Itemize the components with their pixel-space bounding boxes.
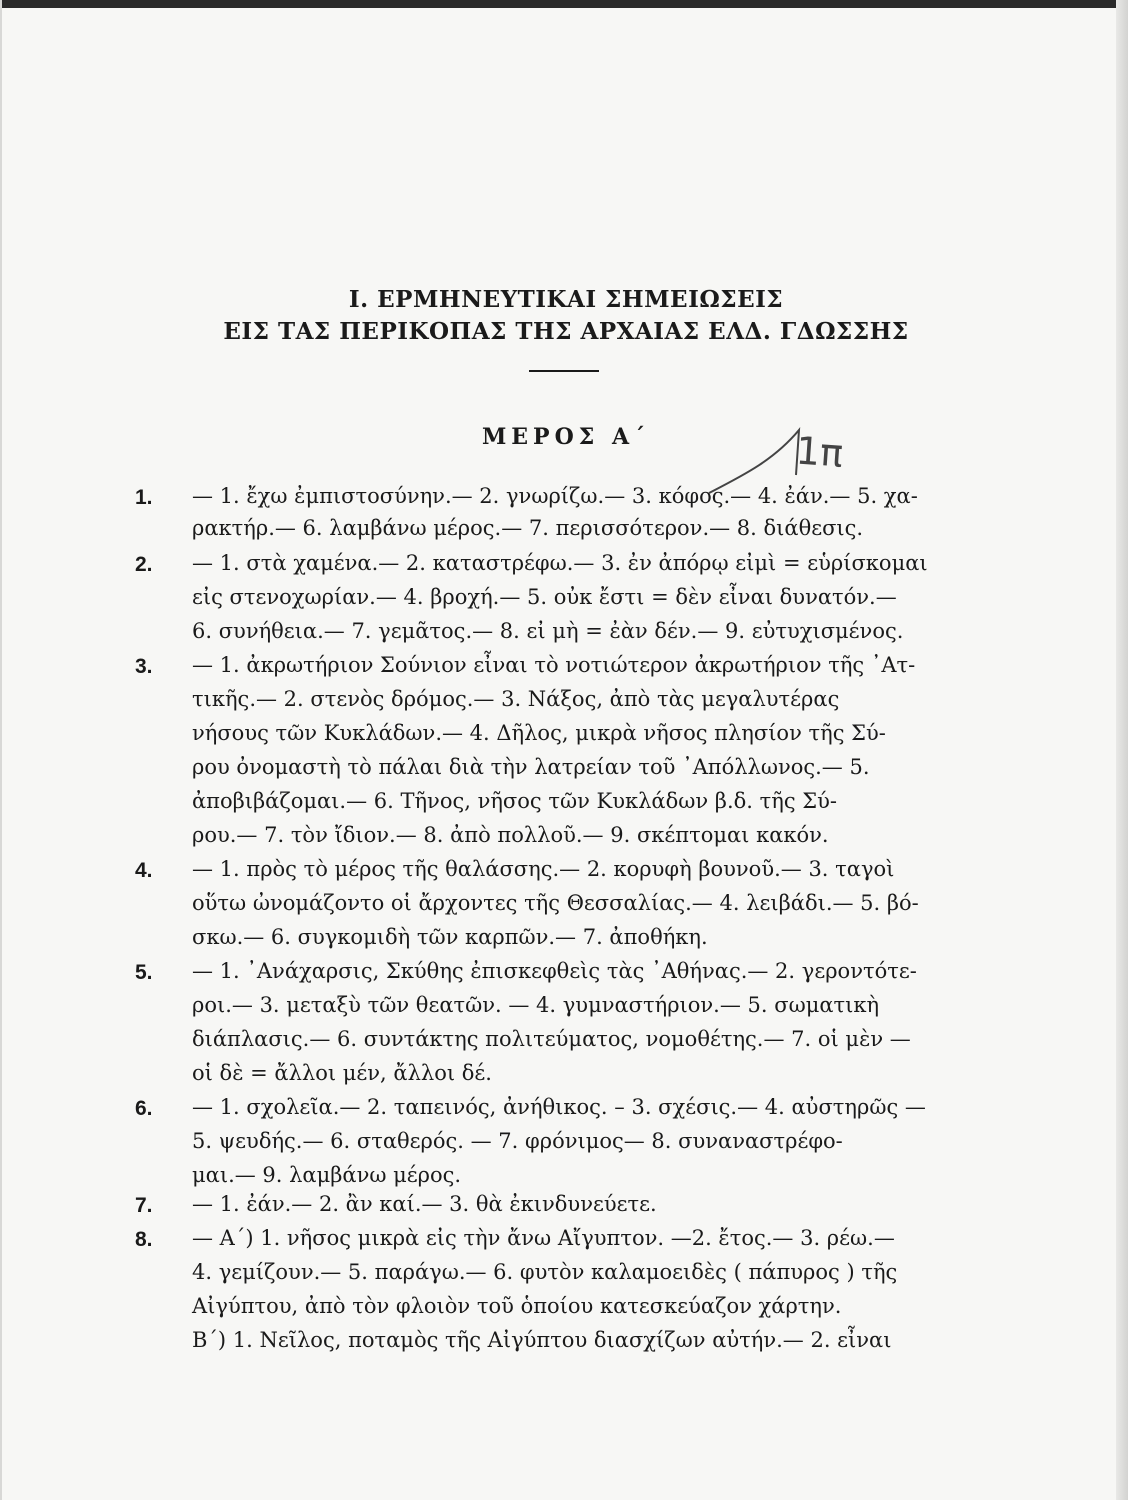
- page-right-edge: [1116, 0, 1128, 1500]
- entry-line: οἱ δὲ = ἄλλοι μέν, ἄλλοι δέ.: [192, 1061, 492, 1085]
- handwritten-note: 1π: [794, 428, 845, 476]
- page-top-edge: [2, 0, 1128, 8]
- entry-line: ρακτήρ.— 6. λαμβάνω μέρος.— 7. περισσότερον.— 8. διάθεσις.: [192, 516, 864, 540]
- entry-line: σκω.— 6. συγκομιδὴ τῶν καρπῶν.— 7. ἀποθήκη.: [192, 925, 708, 949]
- entry-line: Β΄) 1. Νεῖλος, ποταμὸς τῆς Αἰγύπτου διασχίζων αὐτήν.— 2. εἶναι: [192, 1328, 892, 1352]
- heading-divider: [529, 370, 599, 372]
- entry-number: 4.: [135, 859, 153, 882]
- entry-line: μαι.— 9. λαμβάνω μέρος.: [192, 1163, 462, 1187]
- entry-line: — 1. πρὸς τὸ μέρος τῆς θαλάσσης.— 2. κορυφὴ βουνοῦ.— 3. ταγοὶ: [192, 857, 895, 881]
- entry-line: — 1. ἔχω ἐμπιστοσύνην.— 2. γνωρίζω.— 3. κόφος.— 4. ἐάν.— 5. χα-: [192, 484, 918, 508]
- entry-number: 7.: [135, 1194, 153, 1217]
- entry-number: 8.: [135, 1228, 153, 1251]
- entry-line: — 1. ᾿Ανάχαρσις, Σκύθης ἐπισκεφθεὶς τὰς ᾿Αθήνας.— 2. γεροντότε-: [192, 959, 917, 983]
- entry-line: — 1. ἐάν.— 2. ἂν καί.— 3. θὰ ἐκινδυνεύετε.: [192, 1192, 657, 1216]
- entry-line: — 1. στὰ χαμένα.— 2. καταστρέφω.— 3. ἐν ἀπόρῳ εἰμὶ = εὑρίσκομαι: [192, 551, 928, 575]
- entry-line: οὕτω ὠνομάζοντο οἱ ἄρχοντες τῆς Θεσσαλίας.— 4. λειβάδι.— 5. βό-: [192, 891, 919, 915]
- entry-line: 5. ψευδής.— 6. σταθερός. — 7. φρόνιμος— 8. συναναστρέφο-: [192, 1129, 843, 1153]
- entry-line: ρου ὀνομαστὴ τὸ πάλαι διὰ τὴν λατρείαν τοῦ ᾿Απόλλωνος.— 5.: [192, 755, 870, 779]
- heading-line-1: I. ΕΡΜΗΝΕΥΤΙΚΑΙ ΣΗΜΕΙΩΣΕΙΣ: [348, 286, 784, 313]
- entry-line: ρου.— 7. τὸν ἴδιον.— 8. ἀπὸ πολλοῦ.— 9. σκέπτομαι κακόν.: [192, 823, 829, 847]
- entry-line: Αἰγύπτου, ἀπὸ τὸν φλοιὸν τοῦ ὁποίου κατεσκεύαζον χάρτην.: [192, 1294, 842, 1318]
- entry-number: 3.: [135, 655, 153, 678]
- entry-line: ροι.— 3. μεταξὺ τῶν θεατῶν. — 4. γυμναστήριον.— 5. σωματικὴ: [192, 993, 880, 1017]
- entry-number: 1.: [135, 486, 153, 509]
- entry-line: 4. γεμίζουν.— 5. παράγω.— 6. φυτὸν καλαμοειδὲς ( πάπυρος ) τῆς: [192, 1260, 898, 1284]
- entry-line: — 1. σχολεῖα.— 2. ταπεινός, ἀνήθικος. – 3. σχέσις.— 4. αὐστηρῶς —: [192, 1095, 926, 1119]
- entry-number: 2.: [135, 553, 153, 576]
- entry-number: 6.: [135, 1097, 153, 1120]
- entry-line: ἀποβιβάζομαι.— 6. Τῆνος, νῆσος τῶν Κυκλάδων β.δ. τῆς Σύ-: [192, 789, 837, 813]
- entry-line: διάπλασις.— 6. συντάκτης πολιτεύματος, νομοθέτης.— 7. οἱ μὲν —: [192, 1027, 911, 1051]
- entry-line: — Α΄) 1. νῆσος μικρὰ εἰς τὴν ἄνω Αἴγυπτον. —2. ἔτος.— 3. ρέω.—: [192, 1226, 895, 1250]
- entry-line: νήσους τῶν Κυκλάδων.— 4. Δῆλος, μικρὰ νῆσος πλησίον τῆς Σύ-: [192, 721, 886, 745]
- entry-line: εἰς στενοχωρίαν.— 4. βροχή.— 5. οὐκ ἔστι = δὲν εἶναι δυνατόν.—: [192, 585, 897, 609]
- section-title: ΜΕΡΟΣ Α΄: [481, 424, 651, 450]
- entry-number: 5.: [135, 961, 153, 984]
- entry-line: 6. συνήθεια.— 7. γεμᾶτος.— 8. εἰ μὴ = ἐὰν δέν.— 9. εὐτυχισμένος.: [192, 619, 904, 643]
- entry-line: τικῆς.— 2. στενὸς δρόμος.— 3. Νάξος, ἀπὸ τὰς μεγαλυτέρας: [192, 687, 840, 711]
- heading-line-2: ΕΙΣ ΤΑΣ ΠΕΡΙΚΟΠΑΣ ΤΗΣ ΑΡΧΑΙΑΣ ΕΛΔ. ΓΔΩΣΣΗΣ: [223, 318, 909, 345]
- entry-line: — 1. ἀκρωτήριον Σούνιον εἶναι τὸ νοτιώτερον ἀκρωτήριον τῆς ᾿Ατ-: [192, 653, 916, 677]
